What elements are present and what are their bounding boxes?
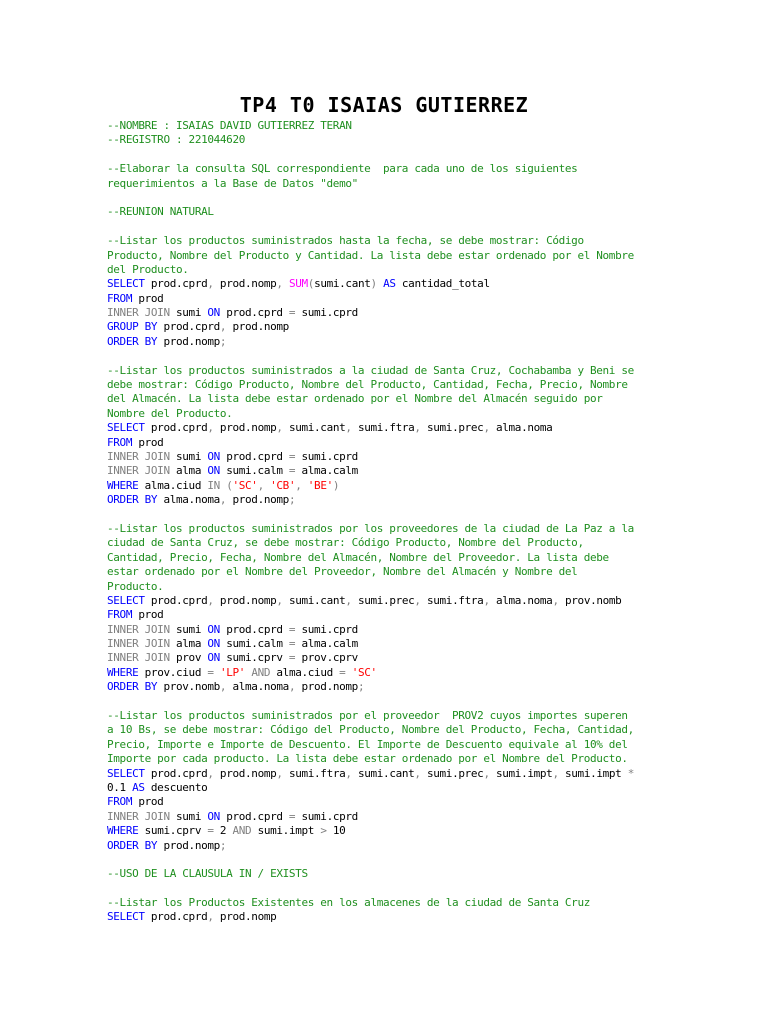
code-token: 2 xyxy=(213,824,233,838)
code-token: INNER JOIN xyxy=(107,651,170,665)
code-token: = xyxy=(288,637,296,651)
code-line xyxy=(107,436,707,450)
code-line xyxy=(107,781,707,795)
code-token: cantidad_total xyxy=(395,277,490,291)
code-token: 'SC' xyxy=(232,478,258,492)
code-token: , xyxy=(288,680,296,694)
code-line xyxy=(107,133,707,147)
code-token: --Listar los Productos Existentes en los almacenes de la ciudad de Santa Cruz xyxy=(107,896,590,910)
code-token: , xyxy=(257,478,264,492)
code-token: Producto. xyxy=(107,579,164,593)
code-token: sumi.cprd xyxy=(295,622,358,636)
code-token: sumi xyxy=(169,809,208,823)
code-token: prod xyxy=(132,608,164,622)
code-token: AND xyxy=(251,665,271,679)
code-line xyxy=(107,580,707,594)
code-token: prod.nomp xyxy=(295,680,358,694)
code-line xyxy=(107,119,707,133)
code-token: prod.nomp xyxy=(213,421,277,435)
code-token: Nombre del Producto. xyxy=(107,406,233,420)
code-token: alma.noma xyxy=(489,593,553,607)
code-token: prod.nomp xyxy=(226,320,289,334)
code-token: prod.cprd xyxy=(144,910,208,924)
code-token: , xyxy=(483,593,490,607)
code-token: --Listar los productos suministrados hasta la fecha, se debe mostrar: Código xyxy=(107,234,584,248)
code-token: ( xyxy=(307,277,315,291)
code-token: ) xyxy=(332,478,340,492)
code-token: INNER JOIN xyxy=(107,306,170,320)
code-line xyxy=(107,767,707,781)
code-token: ; xyxy=(357,680,365,694)
code-token: --Listar los productos suministrados a la ciudad de Santa Cruz, Cochabamba y Beni se xyxy=(107,363,634,377)
code-token: a 10 Bs, se debe mostrar: Código del Producto, Nombre del Producto, Fecha, Cantidad, xyxy=(107,723,634,737)
code-line xyxy=(107,738,707,752)
code-token: sumi.impt xyxy=(489,766,553,780)
document-title: TP4 T0 ISAIAS GUTIERREZ xyxy=(239,93,529,117)
code-token: alma.ciud xyxy=(270,665,340,679)
code-token: prov.nomb xyxy=(558,593,622,607)
code-line xyxy=(107,795,707,809)
code-line xyxy=(107,709,707,723)
code-token: = xyxy=(207,824,214,838)
code-token: INNER JOIN xyxy=(107,637,170,651)
code-token: , xyxy=(345,766,352,780)
code-line xyxy=(107,320,707,334)
code-line xyxy=(107,277,707,291)
code-token: prod.nomp xyxy=(213,910,277,924)
code-token: SELECT xyxy=(107,766,145,780)
code-token: alma.ciud xyxy=(138,478,208,492)
code-token: debe mostrar: Código Producto, Nombre del Producto, Cantidad, Fecha, Precio, Nombre xyxy=(107,378,628,392)
code-line xyxy=(107,522,707,536)
code-token: , xyxy=(414,593,421,607)
code-line xyxy=(107,651,707,665)
code-token: del Almacén. La lista debe estar ordenado por el Nombre del Almacén seguido por xyxy=(107,392,603,406)
code-token: del Producto. xyxy=(107,262,189,276)
code-line xyxy=(107,536,707,550)
code-token: prod xyxy=(132,435,164,449)
code-token: > xyxy=(320,824,327,838)
code-token: ) xyxy=(370,277,377,291)
code-line xyxy=(107,392,707,406)
code-token: , xyxy=(219,493,227,507)
code-line xyxy=(107,421,707,435)
code-token: SELECT xyxy=(107,277,145,291)
code-token: sumi xyxy=(169,306,208,320)
code-token: , xyxy=(276,277,283,291)
code-token: alma.noma xyxy=(489,421,553,435)
code-line xyxy=(107,565,707,579)
code-token: INNER JOIN xyxy=(107,809,170,823)
code-token: = xyxy=(288,622,296,636)
code-token: prod.nomp xyxy=(213,766,277,780)
code-token: requerimientos a la Base de Datos "demo" xyxy=(107,176,358,190)
code-line xyxy=(107,824,707,838)
code-token: , xyxy=(276,766,283,780)
code-token: prov.nomb xyxy=(157,680,220,694)
code-token: WHERE xyxy=(107,478,139,492)
code-line xyxy=(107,464,707,478)
code-token: WHERE xyxy=(107,665,139,679)
code-token: prod.cprd xyxy=(144,421,208,435)
code-token: = xyxy=(288,306,296,320)
code-line xyxy=(107,407,707,421)
code-token: prod.nomp xyxy=(213,277,277,291)
code-line xyxy=(107,263,707,277)
code-token: prod.cprd xyxy=(219,449,289,463)
code-token: SELECT xyxy=(107,910,145,924)
code-token: ON xyxy=(207,622,220,636)
code-token: INNER JOIN xyxy=(107,622,170,636)
code-token: , xyxy=(207,593,214,607)
code-token: prod.cprd xyxy=(144,277,208,291)
code-token: --NOMBRE : ISAIAS DAVID GUTIERREZ TERAN xyxy=(107,119,352,132)
code-token: 'SC' xyxy=(351,665,377,679)
code-token: sumi.ftra xyxy=(282,766,346,780)
code-token: prod.nomp xyxy=(213,593,277,607)
code-token: sumi.impt xyxy=(558,766,628,780)
code-token: FROM xyxy=(107,608,133,622)
code-line xyxy=(107,148,707,162)
code-line xyxy=(107,594,707,608)
code-line xyxy=(107,666,707,680)
code-token: ORDER BY xyxy=(107,334,158,348)
code-token: , xyxy=(345,593,352,607)
code-token: prov.cprv xyxy=(295,651,358,665)
code-token: = xyxy=(288,651,296,665)
code-token: sumi.prec xyxy=(351,593,415,607)
sql-code-block xyxy=(107,119,707,925)
code-token: AS xyxy=(383,277,396,291)
code-line xyxy=(107,191,707,205)
code-token: prod.nomp xyxy=(157,838,220,852)
code-token: = xyxy=(207,665,214,679)
code-line xyxy=(107,637,707,651)
code-token: , xyxy=(276,421,283,435)
code-token: prod.cprd xyxy=(219,622,289,636)
code-token: prod.nomp xyxy=(226,493,289,507)
code-token: 'CB' xyxy=(270,478,296,492)
code-token: --Listar los productos suministrados por los proveedores de la ciudad de La Paz a la xyxy=(107,521,634,535)
code-token: , xyxy=(552,766,559,780)
code-token: prod.cprd xyxy=(219,306,289,320)
code-token: --REGISTRO : 221044620 xyxy=(107,133,245,147)
code-token: ORDER BY xyxy=(107,838,158,852)
code-token: * xyxy=(627,766,635,780)
code-token: , xyxy=(207,766,214,780)
code-token: 0.1 xyxy=(107,780,133,794)
code-line xyxy=(107,867,707,881)
code-line xyxy=(107,910,707,924)
code-token: ON xyxy=(207,449,220,463)
code-token: sumi.calm xyxy=(219,637,289,651)
code-line xyxy=(107,234,707,248)
code-token: ON xyxy=(207,464,220,478)
code-token: --USO DE LA CLAUSULA IN / EXISTS xyxy=(107,867,308,881)
code-token: SELECT xyxy=(107,593,145,607)
code-token: Producto, Nombre del Producto y Cantidad. La lista debe estar ordenado por el Nombre xyxy=(107,248,634,262)
code-token: sumi.impt xyxy=(251,824,321,838)
code-line xyxy=(107,450,707,464)
code-token: alma.noma xyxy=(226,680,289,694)
code-token: sumi xyxy=(169,622,208,636)
code-token: ON xyxy=(207,637,220,651)
code-token: sumi.cprd xyxy=(295,306,358,320)
code-token: prod.cprd xyxy=(157,320,220,334)
code-line xyxy=(107,162,707,176)
code-line xyxy=(107,205,707,219)
code-token: , xyxy=(345,421,352,435)
code-token: INNER JOIN xyxy=(107,449,170,463)
code-line xyxy=(107,378,707,392)
code-token: , xyxy=(483,421,490,435)
code-line xyxy=(107,853,707,867)
code-line xyxy=(107,551,707,565)
code-line xyxy=(107,608,707,622)
code-token: Importe por cada producto. La lista debe estar ordenado por el Nombre del Producto. xyxy=(107,752,628,766)
code-token: = xyxy=(288,464,296,478)
code-token: ciudad de Santa Cruz, se debe mostrar: Código Producto, Nombre del Producto, xyxy=(107,536,584,550)
code-token: estar ordenado por el Nombre del Proveedor, Nombre del Almacén y Nombre del xyxy=(107,565,578,579)
code-line xyxy=(107,249,707,263)
code-token: , xyxy=(207,277,214,291)
code-token: prod.cprd xyxy=(144,593,208,607)
code-token: INNER JOIN xyxy=(107,464,170,478)
code-token: ; xyxy=(219,838,227,852)
code-token: sumi.prec xyxy=(420,421,484,435)
code-line xyxy=(107,810,707,824)
code-token: sumi.ftra xyxy=(420,593,484,607)
code-token: Precio, Importe e Importe de Descuento. El Importe de Descuento equivale al 10% del xyxy=(107,737,628,751)
code-line xyxy=(107,364,707,378)
code-token: alma.noma xyxy=(157,493,220,507)
code-token: sumi.cant xyxy=(314,277,371,291)
code-token: AS xyxy=(132,780,145,794)
code-token: SELECT xyxy=(107,421,145,435)
code-token: 'BE' xyxy=(307,478,333,492)
code-token: prod xyxy=(132,291,164,305)
code-line xyxy=(107,177,707,191)
code-token: , xyxy=(276,593,283,607)
code-token: ; xyxy=(219,334,227,348)
code-token: descuento xyxy=(144,780,208,794)
code-token: , xyxy=(483,766,490,780)
code-token: , xyxy=(219,320,227,334)
code-token: 'LP' xyxy=(219,665,246,679)
code-line xyxy=(107,882,707,896)
code-token: sumi.cprd xyxy=(295,809,358,823)
code-token: sumi.cant xyxy=(282,593,346,607)
code-token: --Listar los productos suministrados por el proveedor PROV2 cuyos importes superen xyxy=(107,709,628,723)
code-token: 10 xyxy=(326,824,346,838)
code-token: sumi.cprv xyxy=(138,824,208,838)
code-token: Cantidad, Precio, Fecha, Nombre del Almacén, Nombre del Proveedor. La lista debe xyxy=(107,550,609,564)
code-token: sumi.calm xyxy=(219,464,289,478)
code-token: ON xyxy=(207,651,220,665)
code-line xyxy=(107,680,707,694)
code-line xyxy=(107,695,707,709)
code-line xyxy=(107,723,707,737)
code-line xyxy=(107,623,707,637)
code-token: alma xyxy=(169,637,208,651)
code-line xyxy=(107,349,707,363)
code-token: GROUP BY xyxy=(107,320,158,334)
code-token: sumi xyxy=(169,449,208,463)
code-token: --Elaborar la consulta SQL correspondiente para cada uno de los siguientes xyxy=(107,162,578,176)
code-token: ; xyxy=(288,493,296,507)
code-token: sumi.ftra xyxy=(351,421,415,435)
code-token: FROM xyxy=(107,795,133,809)
code-token: sumi.cprv xyxy=(219,651,289,665)
code-token: prod.cprd xyxy=(219,809,289,823)
code-line xyxy=(107,335,707,349)
code-token: AND xyxy=(232,824,252,838)
code-token: ORDER BY xyxy=(107,680,158,694)
code-token: prod.nomp xyxy=(157,334,220,348)
code-token: , xyxy=(414,421,421,435)
code-token: = xyxy=(288,449,296,463)
code-token: prod xyxy=(132,795,164,809)
code-token: = xyxy=(288,809,296,823)
code-token: , xyxy=(207,421,214,435)
code-token: , xyxy=(414,766,421,780)
code-token: , xyxy=(207,910,214,924)
code-token: ON xyxy=(207,306,220,320)
code-line xyxy=(107,493,707,507)
code-line xyxy=(107,508,707,522)
code-token: , xyxy=(295,478,302,492)
code-token: WHERE xyxy=(107,824,139,838)
code-token: alma.calm xyxy=(295,464,358,478)
code-line xyxy=(107,752,707,766)
code-token: = xyxy=(339,665,346,679)
code-token: prod.cprd xyxy=(144,766,208,780)
code-token: sumi.cant xyxy=(282,421,346,435)
code-token: ORDER BY xyxy=(107,493,158,507)
code-token: FROM xyxy=(107,291,133,305)
code-token: , xyxy=(552,593,559,607)
code-line xyxy=(107,292,707,306)
code-token: --REUNION NATURAL xyxy=(107,205,214,219)
code-line xyxy=(107,220,707,234)
code-token: prov xyxy=(169,651,208,665)
code-line xyxy=(107,306,707,320)
code-line xyxy=(107,896,707,910)
code-token: alma.calm xyxy=(295,637,358,651)
code-token: alma xyxy=(169,464,208,478)
code-token: FROM xyxy=(107,435,133,449)
code-line xyxy=(107,839,707,853)
code-token: sumi.prec xyxy=(420,766,484,780)
code-token: prov.ciud xyxy=(138,665,208,679)
code-token: ON xyxy=(207,809,220,823)
code-token: sumi.cprd xyxy=(295,449,358,463)
code-token: IN ( xyxy=(207,478,233,492)
code-token: sumi.cant xyxy=(351,766,415,780)
code-token: SUM xyxy=(288,277,308,291)
code-token: , xyxy=(219,680,227,694)
code-line xyxy=(107,479,707,493)
